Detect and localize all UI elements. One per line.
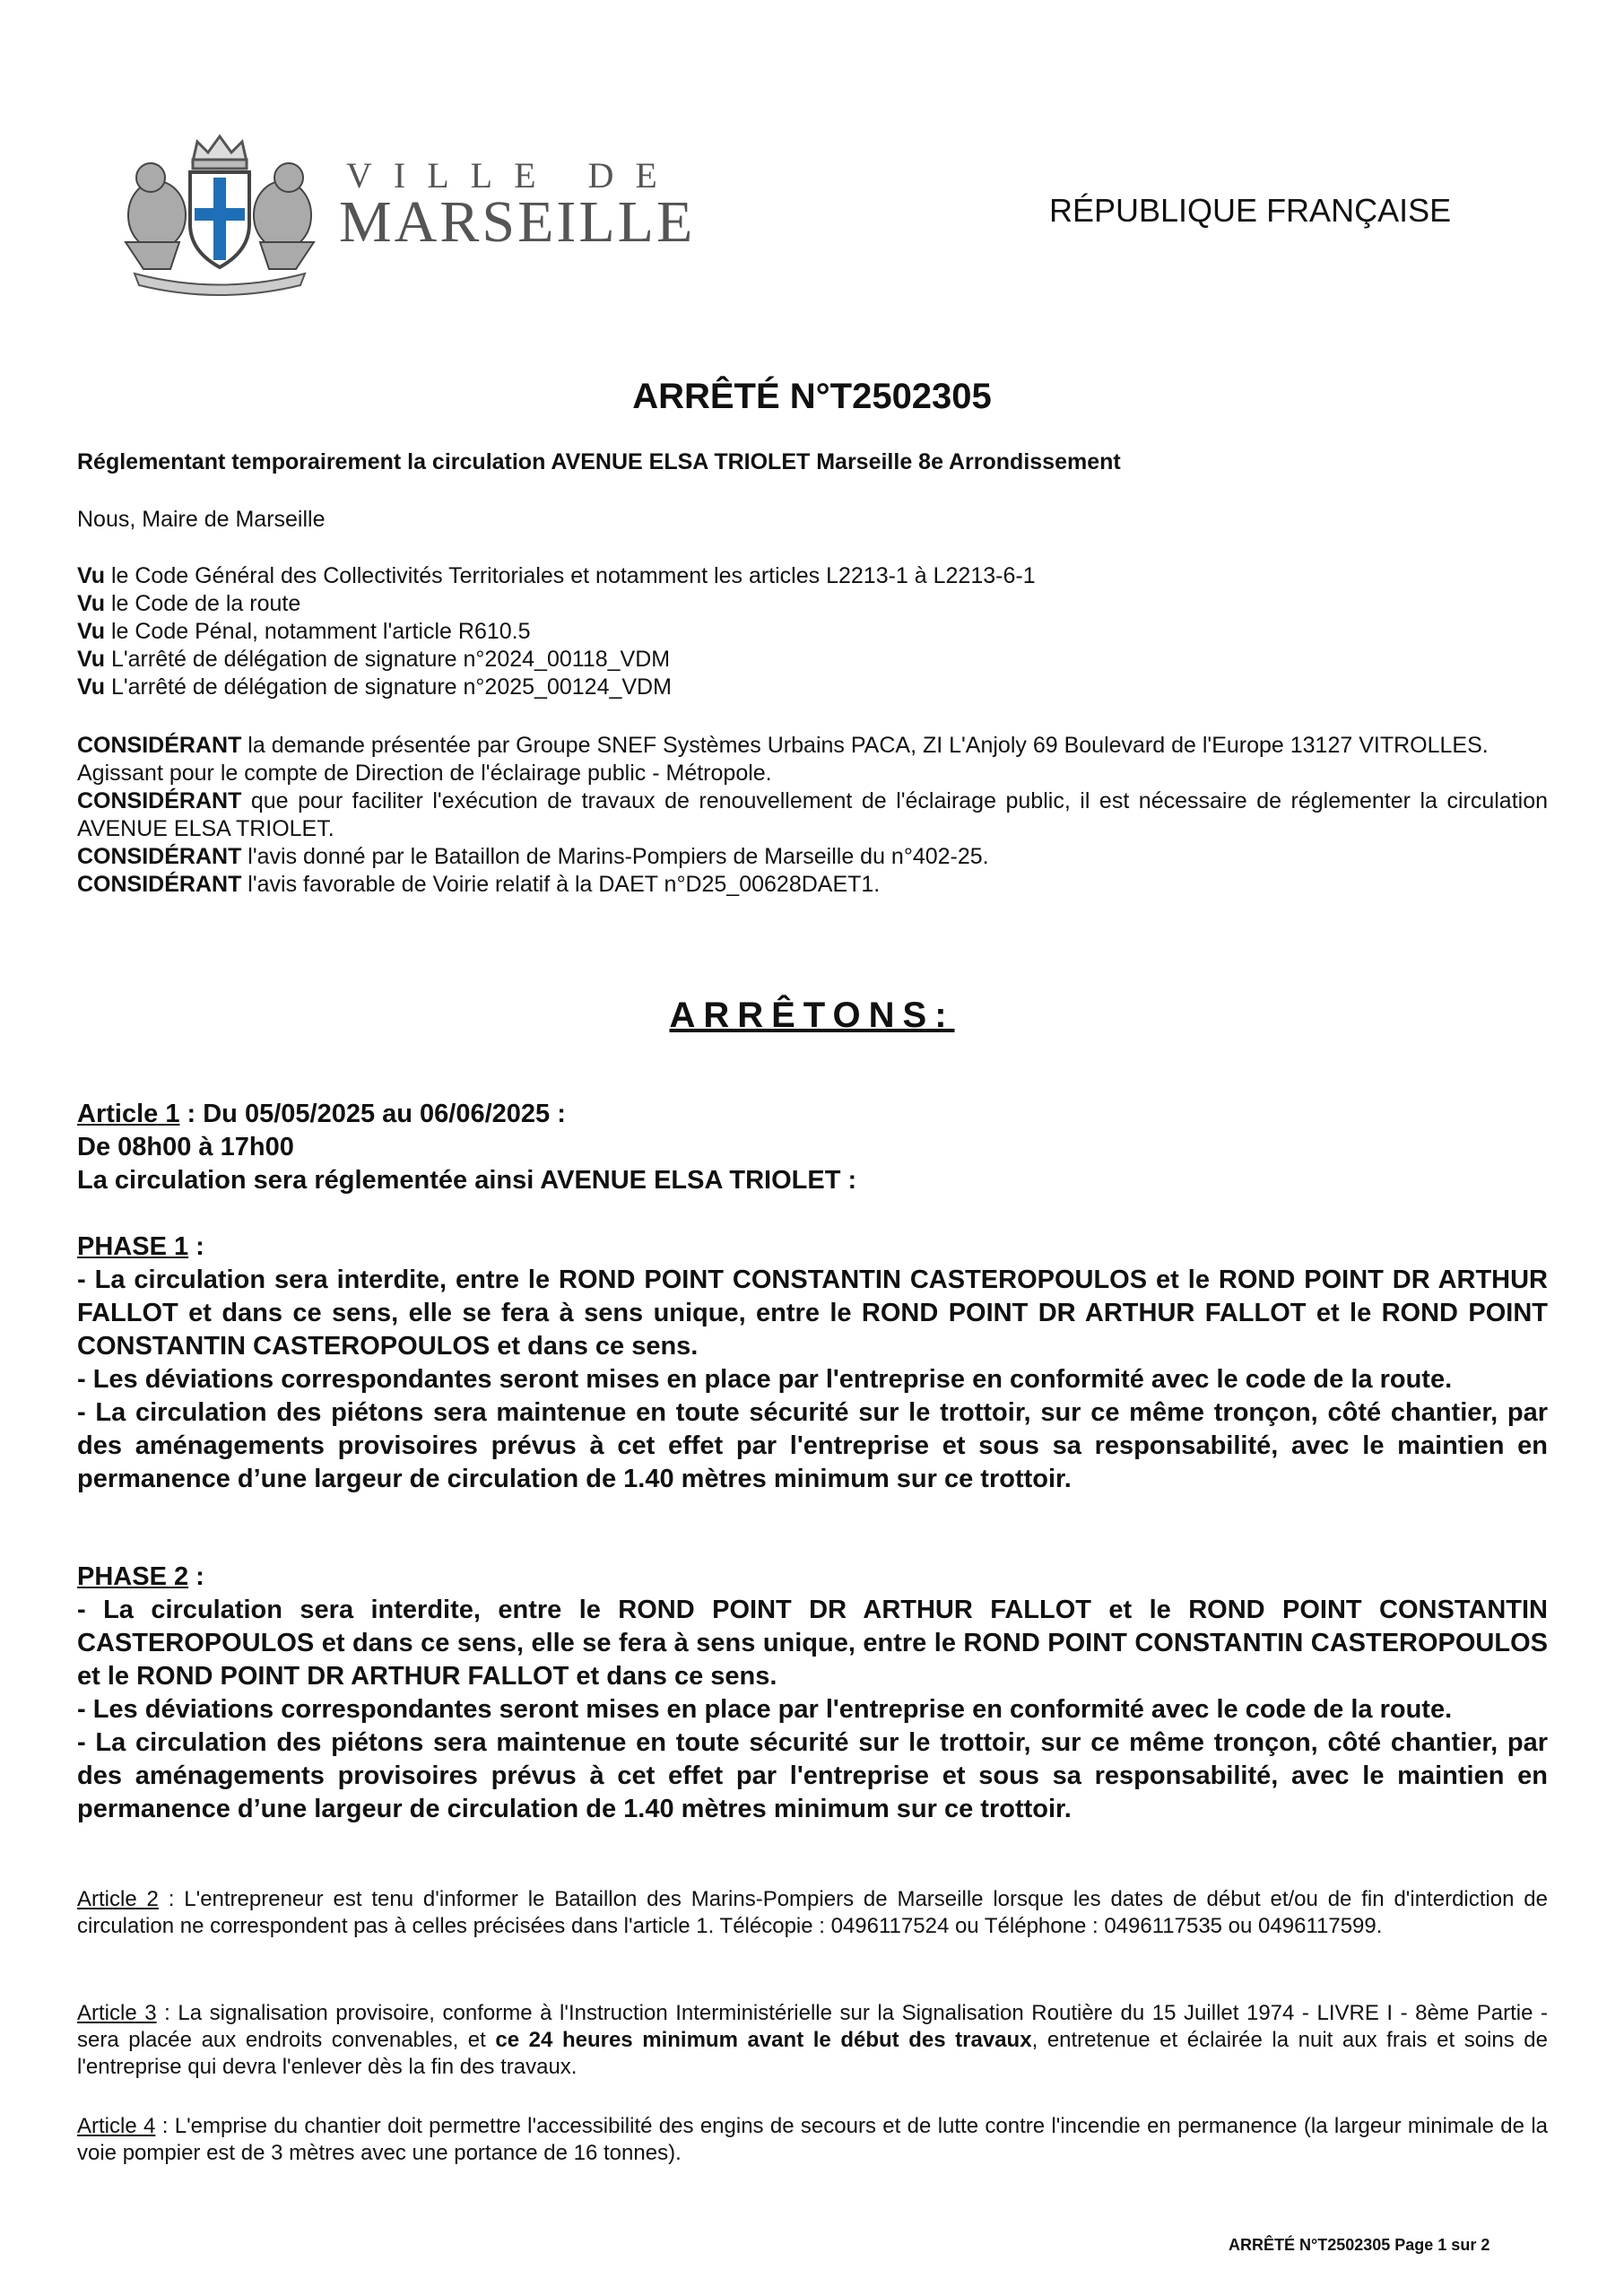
republique-francaise: RÉPUBLIQUE FRANÇAISE (1049, 192, 1452, 229)
phase-2-deviations: - Les déviations correspondantes seront mises en place par l'entreprise en conformité avec le code de la route. (77, 1695, 1453, 1724)
article-1: Article 1 : Du 05/05/2025 au 06/06/2025 : De 08h00 à 17h00 La circulation sera réglementée ainsi AVENUE ELSA TRIOLET : (77, 1098, 1548, 1197)
phase-2-label: PHASE 2 (77, 1562, 189, 1591)
article-1-hours: De 08h00 à 17h00 (77, 1133, 294, 1161)
vu-item: Vu L'arrêté de délégation de signature n°2025_00124_VDM (77, 674, 672, 700)
phase-1-circulation: - La circulation sera interdite, entre le ROND POINT CONSTANTIN CASTEROPOULOS et le ROND POINT DR ARTHUR FALLOT et dans ce sens, elle se fera à sens unique, entre le ROND POINT DR ARTHUR FALLOT et le ROND POINT CONSTANTIN CASTEROPOULOS et dans ce sens. (77, 1265, 1548, 1361)
considerant-2: CONSIDÉRANT que pour faciliter l'exécution de travaux de renouvellement de l'éclairage public, il est nécessaire de réglementer la circulation AVENUE ELSA TRIOLET. (77, 788, 1548, 841)
article-1-label: Article 1 (77, 1100, 180, 1128)
article-1-intro: La circulation sera réglementée ainsi AVENUE ELSA TRIOLET : (77, 1166, 857, 1195)
article-2-label: Article 2 (77, 1887, 159, 1911)
considerant-1: CONSIDÉRANT la demande présentée par Groupe SNEF Systèmes Urbains PACA, ZI L'Anjoly 69 Boulevard de l'Europe 13127 VITROLLES. (77, 733, 1489, 758)
vu-item: Vu le Code Pénal, notamment l'article R610.5 (77, 619, 531, 644)
document-title: ARRÊTÉ N°T2502305 (632, 377, 992, 416)
phase-1-pietons: - La circulation des piétons sera maintenue en toute sécurité sur le trottoir, sur ce même tronçon, côté chantier, par des aménagements provisoires prévus à cet effet par l'entreprise et sous sa responsabilité, avec le maintien en permanence d’une largeur de circulation de 1.40 mètres minimum sur ce trottoir. (77, 1398, 1548, 1493)
article-4: Article 4 : L'emprise du chantier doit permettre l'accessibilité des engins de secours et de lutte contre l'incendie en permanence (la largeur minimale de la voie pompier est de 3 mètres avec une portance de 16 tonnes). (77, 2114, 1548, 2165)
arretons-heading: ARRÊTONS: (669, 996, 955, 1035)
article-2: Article 2 : L'entrepreneur est tenu d'informer le Bataillon des Marins-Pompiers de Marseille lorsque les dates de début et/ou de fin d'interdiction de circulation ne correspondent pas à celles précisées dans l'article 1. Télécopie : 0496117524 ou Téléphone : 0496117535 ou 0496117599. (77, 1887, 1548, 1938)
document-subtitle: Réglementant temporairement la circulation AVENUE ELSA TRIOLET Marseille 8e Arrondissement (77, 449, 1121, 474)
page-footer: ARRÊTÉ N°T2502305 Page 1 sur 2 (1229, 2236, 1490, 2254)
phase-2-circulation: - La circulation sera interdite, entre le ROND POINT DR ARTHUR FALLOT et le ROND POINT CONSTANTIN CASTEROPOULOS et dans ce sens, elle se fera à sens unique, entre le ROND POINT CONSTANTIN CASTEROPOULOS et le ROND POINT DR ARTHUR FALLOT et dans ce sens. (77, 1596, 1548, 1691)
vu-item: Vu le Code de la route (77, 591, 301, 616)
vu-list (77, 562, 1548, 701)
vu-item: Vu le Code Général des Collectivités Territoriales et notamment les articles L2213-1 à L2213-6-1 (77, 563, 1036, 588)
phase-1-label: PHASE 1 (77, 1232, 189, 1261)
considerant-4: CONSIDÉRANT l'avis favorable de Voirie relatif à la DAET n°D25_00628DAET1. (77, 872, 881, 897)
phase-1-deviations: - Les déviations correspondantes seront mises en place par l'entreprise en conformité avec le code de la route. (77, 1365, 1453, 1394)
brand-ville-de: VILLE DE (346, 155, 679, 196)
marseille-coat-of-arms-icon (108, 126, 341, 296)
article-4-label: Article 4 (77, 2114, 156, 2138)
article-3: Article 3 : La signalisation provisoire, conforme à l'Instruction Interministérielle sur la Signalisation Routière du 15 Juillet 1974 - LIVRE I - 8ème Partie - sera placée aux endroits convenables, et ce 24 heures minimum avant le début des travaux, entretenue et éclairée la nuit aux frais et soins de l'entreprise qui devra l'enlever dès la fin des travaux. (77, 2001, 1549, 2079)
phase-2-pietons: - La circulation des piétons sera maintenue en toute sécurité sur le trottoir, sur ce même tronçon, côté chantier, par des aménagements provisoires prévus à cet effet par l'entreprise et sous sa responsabilité, avec le maintien en permanence d’une largeur de circulation de 1.40 mètres minimum sur ce trottoir. (77, 1728, 1548, 1823)
brand-marseille: MARSEILLE (339, 189, 696, 255)
vu-item: Vu L'arrêté de délégation de signature n°2024_00118_VDM (77, 647, 671, 672)
phase-2: PHASE 2 : - La circulation sera interdite, entre le ROND POINT DR ARTHUR FALLOT et le ROND POINT CONSTANTIN CASTEROPOULOS et dans ce sens, elle se fera à sens unique, entre le ROND POINT CONSTANTIN CASTEROPOULOS et le ROND POINT DR ARTHUR FALLOT et dans ce sens. - Les déviations correspondantes seront mises en place par l'entreprise en conformité avec le code de la route. - La circulation des piétons sera maintenue en toute sécurité sur le trottoir, sur ce même tronçon, côté chantier, par des aménagements provisoires prévus à cet effet par l'entreprise et sous sa responsabilité, avec le maintien en permanence d’une largeur de circulation de 1.40 mètres minimum sur ce trottoir. (77, 1561, 1548, 1826)
article-3-label: Article 3 (77, 2001, 157, 2025)
phase-1: PHASE 1 : - La circulation sera interdite, entre le ROND POINT CONSTANTIN CASTEROPOULOS et le ROND POINT DR ARTHUR FALLOT et dans ce sens, elle se fera à sens unique, entre le ROND POINT DR ARTHUR FALLOT et le ROND POINT CONSTANTIN CASTEROPOULOS et dans ce sens. - Les déviations correspondantes seront mises en place par l'entreprise en conformité avec le code de la route. - La circulation des piétons sera maintenue en toute sécurité sur le trottoir, sur ce même tronçon, côté chantier, par des aménagements provisoires prévus à cet effet par l'entreprise et sous sa responsabilité, avec le maintien en permanence d’une largeur de circulation de 1.40 mètres minimum sur ce trottoir. (77, 1231, 1548, 1496)
nous-maire: Nous, Maire de Marseille (77, 507, 326, 532)
considerant-3: CONSIDÉRANT l'avis donné par le Bataillon de Marins-Pompiers de Marseille du n°402-25. (77, 844, 989, 869)
agissant: Agissant pour le compte de Direction de l'éclairage public - Métropole. (77, 761, 772, 786)
considerants (77, 732, 1548, 899)
